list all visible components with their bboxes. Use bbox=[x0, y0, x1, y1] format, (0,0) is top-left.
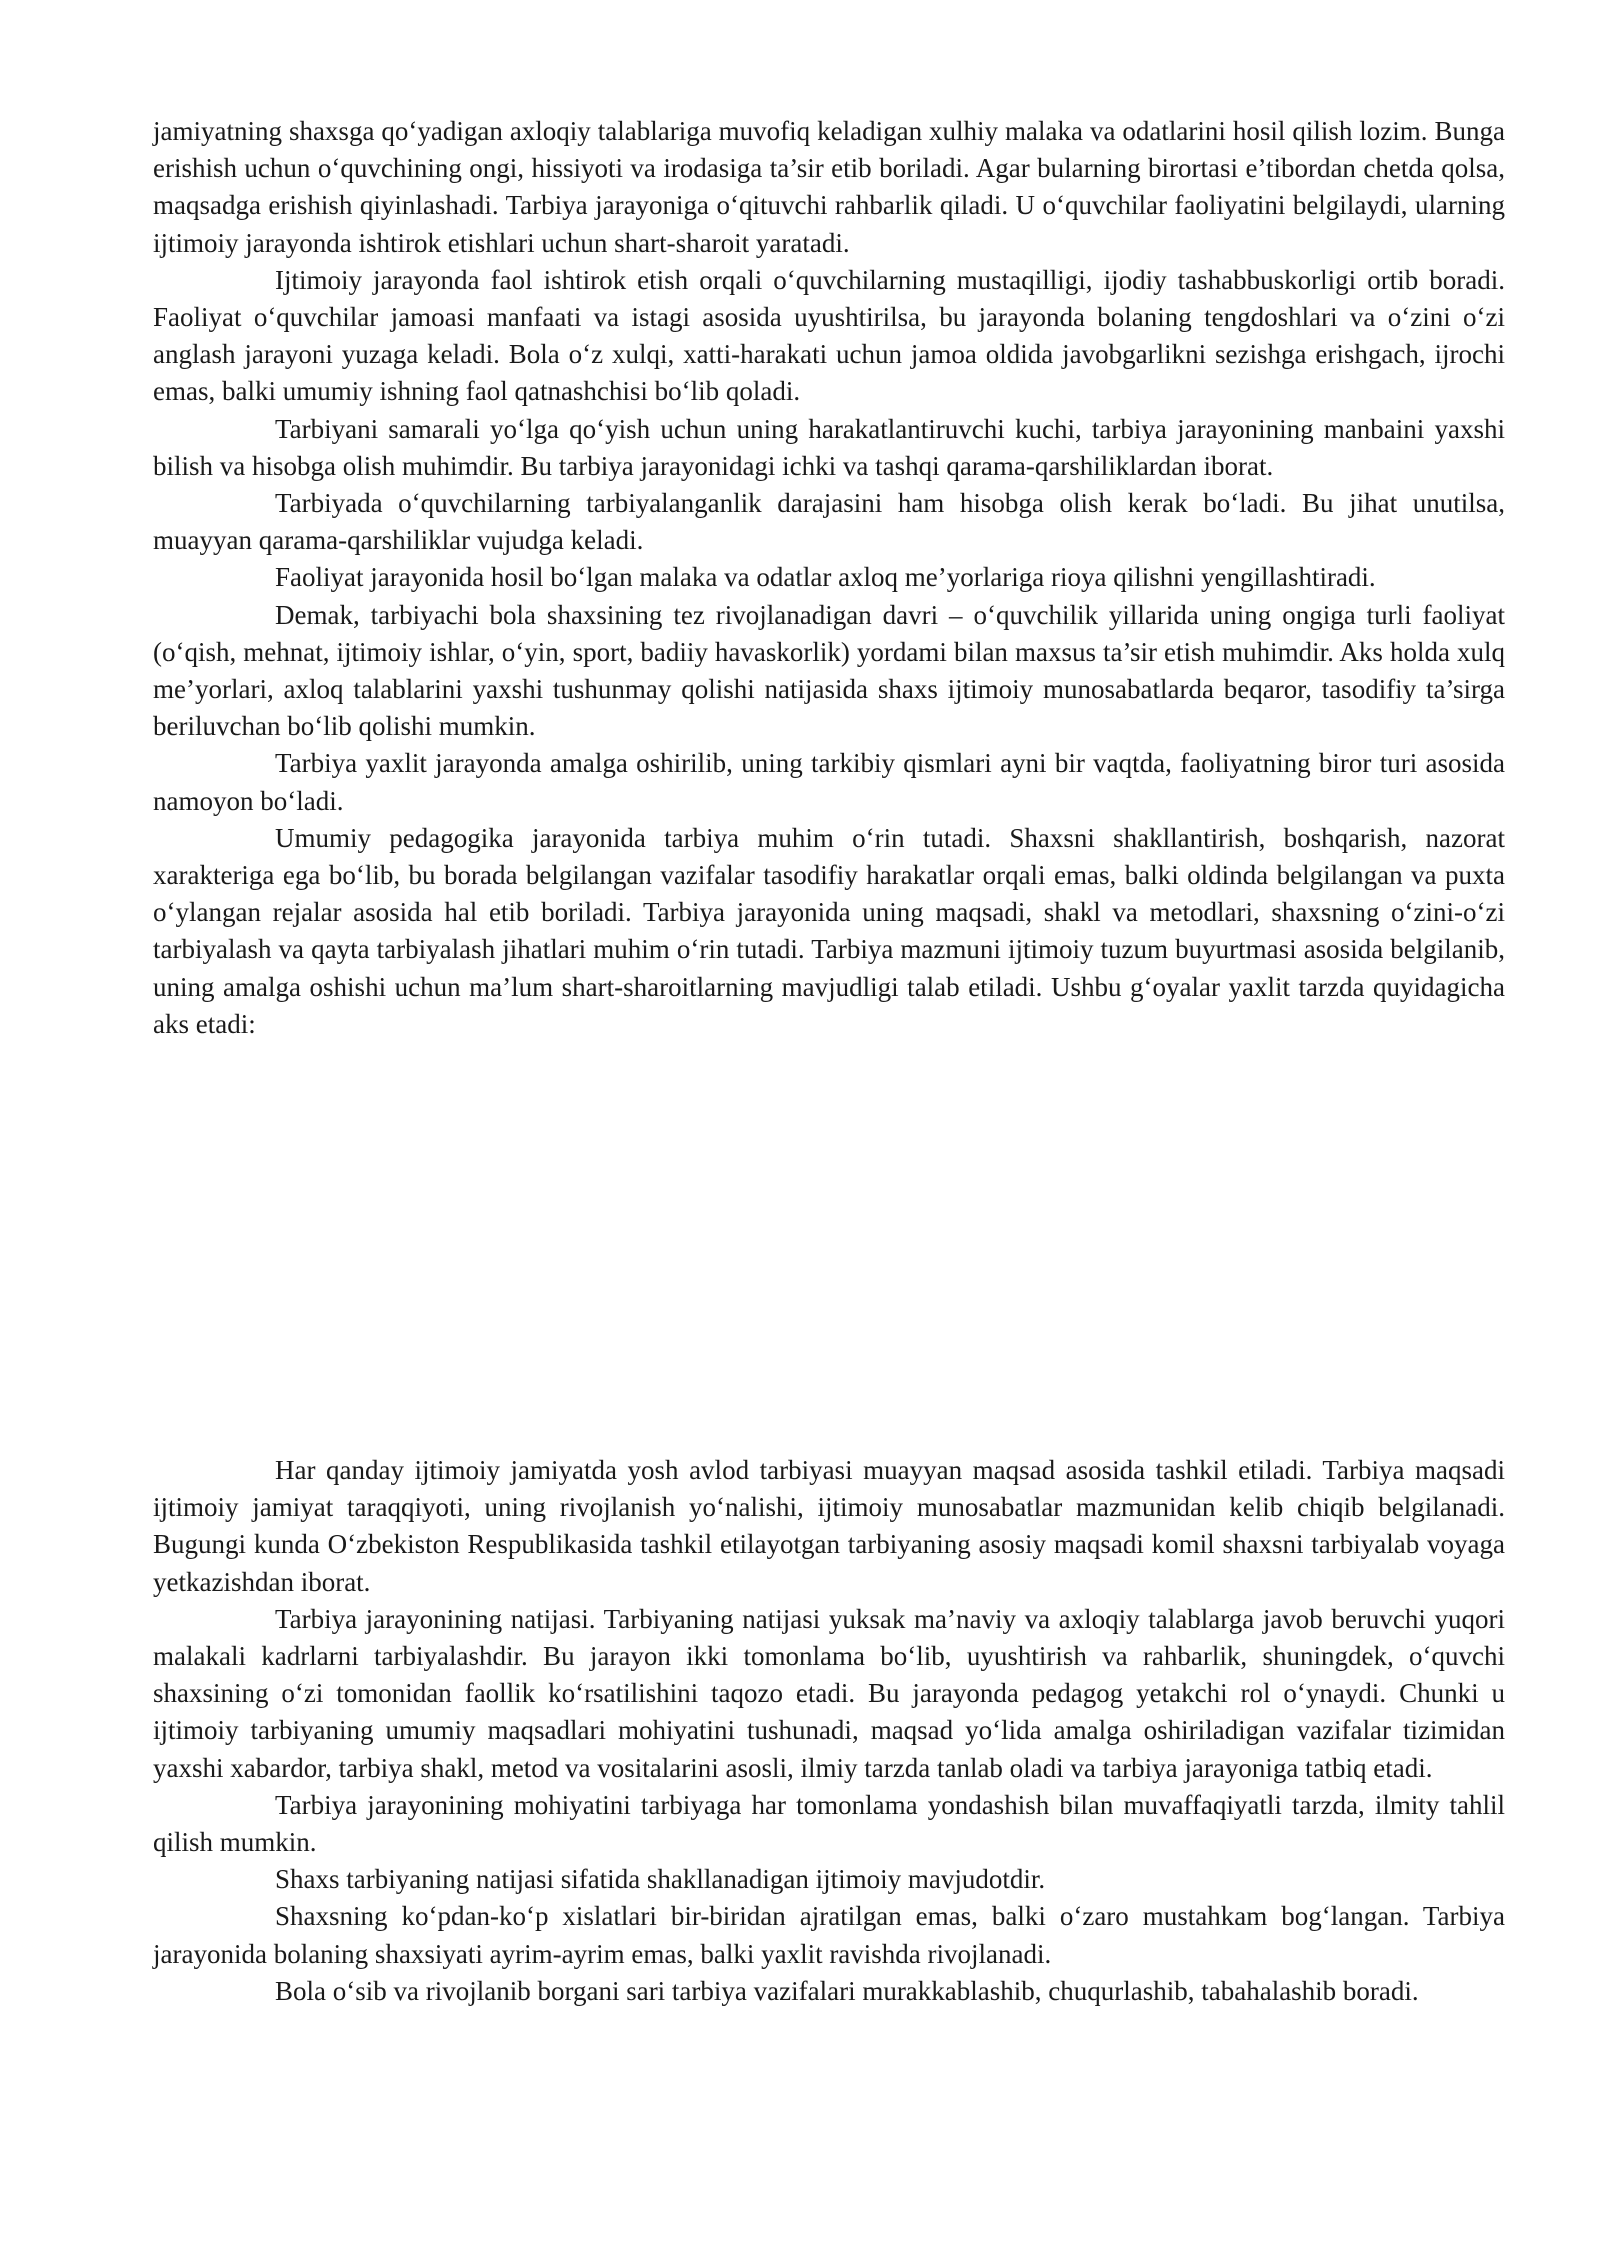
figure-placeholder bbox=[153, 1240, 1505, 1440]
paragraph: Tarbiya jarayonining natijasi. Tarbiyaning natijasi yuksak ma’naviy va axloqiy talablarga javob beruvchi yuqori malakali kadrlarni tarbiyalashdir. Bu jarayon ikki tomonlama bo‘lib, uyushtirish va rahbarlik, shuningdek, o‘quvchi shaxsining o‘zi tomonidan faollik ko‘rsatilishini taqozo etadi. Bu jarayonda pedagog yetakchi rol o‘ynaydi. Chunki u ijtimoiy tarbiyaning umumiy maqsadlari mohiyatini tushunadi, maqsad yo‘lida amalga oshiriladigan vazifalar tizimidan yaxshi xabardor, tarbiya shakl, metod va vositalarini asosli, ilmiy tarzda tanlab oladi va tarbiya jarayoniga tatbiq etadi. bbox=[153, 1603, 1505, 1783]
paragraph: Shaxsning ko‘pdan-ko‘p xislatlari bir-biridan ajratilgan emas, balki o‘zaro mustahkam bog‘langan. Tarbiya jarayonida bolaning shaxsiyati ayrim-ayrim emas, balki yaxlit ravishda rivojlanadi. bbox=[153, 1901, 1505, 1969]
paragraph: Faoliyat jarayonida hosil bo‘lgan malaka va odatlar axloq me’yorlariga rioya qilishni yengillashtiradi. bbox=[275, 562, 1376, 593]
paragraph: Har qanday ijtimoiy jamiyatda yosh avlod tarbiyasi muayyan maqsad asosida tashkil etiladi. Tarbiya maqsadi ijtimoiy jamiyat taraqqiyoti, uning rivojlanish yo‘nalishi, ijtimoiy munosabatlar mazmunidan kelib chiqib belgilanadi. Bugungi kunda O‘zbekiston Respublikasida tashkil etilayotgan tarbiyaning asosiy maqsadi komil shaxsni tarbiyalab voyaga yetkazishdan iborat. bbox=[153, 1455, 1505, 1597]
paragraph: Tarbiyani samarali yo‘lga qo‘yish uchun uning harakatlantiruvchi kuchi, tarbiya jarayonining manbaini yaxshi bilish va hisobga olish muhimdir. Bu tarbiya jarayonidagi ichki va tashqi qarama-qarshiliklardan iborat. bbox=[153, 413, 1505, 481]
text-block-top bbox=[153, 113, 1505, 1043]
paragraph: Ijtimoiy jarayonda faol ishtirok etish orqali o‘quvchilarning mustaqilligi, ijodiy tashabbuskorligi ortib boradi. Faoliyat o‘quvchilar jamoasi manfaati va istagi asosida uyushtirilsa, bu jarayonda bolaning tengdoshlari va o‘zini o‘zi anglash jarayoni yuzaga keladi. Bola o‘z xulqi, xatti-harakati uchun jamoa oldida javobgarlikni sezishga erishgach, ijrochi emas, balki umumiy ishning faol qatnashchisi bo‘lib qoladi. bbox=[153, 264, 1505, 407]
paragraph: Umumiy pedagogika jarayonida tarbiya muhim o‘rin tutadi. Shaxsni shakllantirish, boshqarish, nazorat xarakteriga ega bo‘lib, bu borada belgilangan vazifalar tasodifiy harakatlar orqali emas, balki oldinda belgilangan va puxta o‘ylangan rejalar asosida hal etib boriladi. Tarbiya jarayonida uning maqsadi, shakl va metodlari, shaxsning o‘zini-o‘zi tarbiyalash va qayta tarbiyalash jihatlari muhim o‘rin tutadi. Tarbiya mazmuni ijtimoiy tuzum buyurtmasi asosida belgilanib, uning amalga oshishi uchun ma’lum shart-sharoitlarning mavjudligi talab etiladi. Ushbu g‘oyalar yaxlit tarzda quyidagicha aks etadi: bbox=[153, 822, 1505, 1039]
paragraph: jamiyatning shaxsga qo‘yadigan axloqiy talablariga muvofiq keladigan xulhiy malaka va odatlarini hosil qilish lozim. Bunga erishish uchun o‘quvchining ongi, hissiyoti va irodasiga ta’sir etib boriladi. Agar bularning birortasi e’tibordan chetda qolsa, maqsadga erishish qiyinlashadi. Tarbiya jarayoniga o‘qituvchi rahbarlik qiladi. U o‘quvchilar faoliyatini belgilaydi, ularning ijtimoiy jarayonda ishtirok etishlari uchun shart-sharoit yaratadi. bbox=[153, 116, 1505, 258]
text-block-bottom bbox=[153, 1452, 1505, 2010]
paragraph: Demak, tarbiyachi bola shaxsining tez rivojlanadigan davri – o‘quvchilik yillarida uning ongiga turli faoliyat (o‘qish, mehnat, ijtimoiy ishlar, o‘yin, sport, badiiy havaskorlik) yordami bilan maxsus ta’sir etish muhimdir. Aks holda xulq me’yorlari, axloq talablarini yaxshi tushunmay qolishi natijasida shaxs ijtimoiy munosabatlarda beqaror, tasodifiy ta’sirga beriluvchan bo‘lib qolishi mumkin. bbox=[153, 599, 1505, 742]
paragraph: Tarbiyada o‘quvchilarning tarbiyalanganlik darajasini ham hisobga olish kerak bo‘ladi. Bu jihat unutilsa, muayyan qarama-qarshiliklar vujudga keladi. bbox=[153, 488, 1505, 556]
paragraph: Shaxs tarbiyaning natijasi sifatida shakllanadigan ijtimoiy mavjudotdir. bbox=[275, 1864, 1046, 1895]
paragraph: Tarbiya jarayonining mohiyatini tarbiyaga har tomonlama yondashish bilan muvaffaqiyatli tarzda, ilmity tahlil qilish mumkin. bbox=[153, 1789, 1505, 1858]
paragraph: Bola o‘sib va rivojlanib borgani sari tarbiya vazifalari murakkablashib, chuqurlashib, tabahalashib boradi. bbox=[275, 1975, 1419, 2006]
paragraph: Tarbiya yaxlit jarayonda amalga oshirilib, uning tarkibiy qismlari ayni bir vaqtda, faoliyatning biror turi asosida namoyon bo‘ladi. bbox=[153, 748, 1505, 816]
